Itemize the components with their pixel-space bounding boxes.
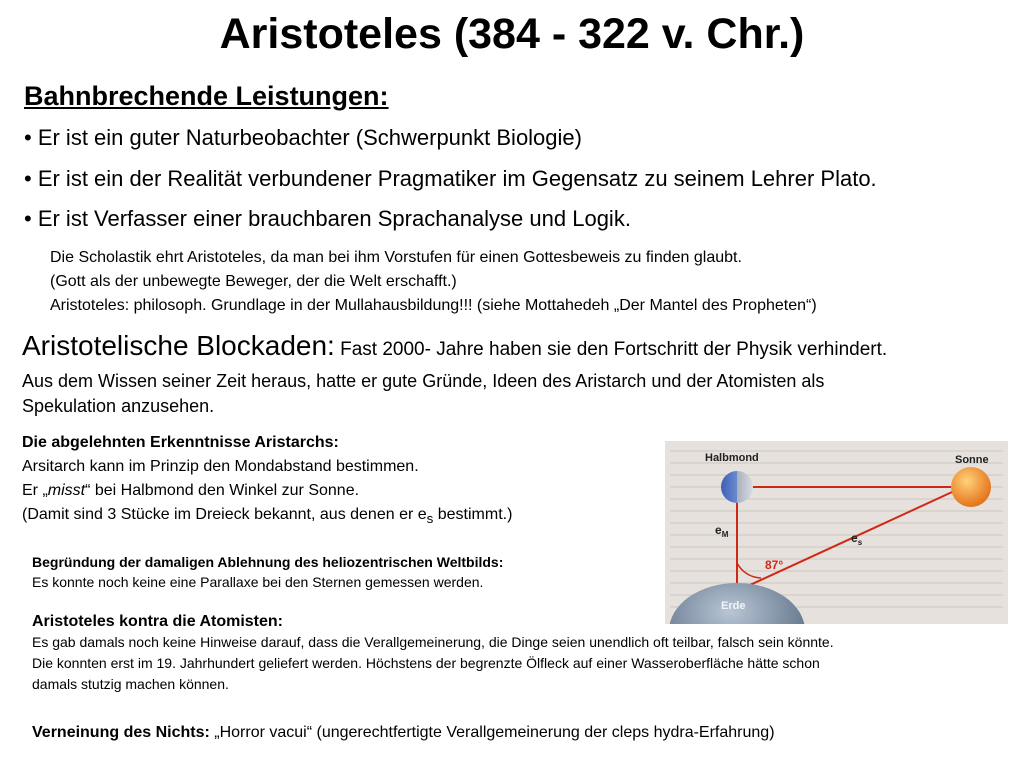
bullet-sprachanalyse: • Er ist Verfasser einer brauchbaren Sprachanalyse und Logik. bbox=[24, 206, 631, 231]
atomisten-line-3: damals stutzig machen können. bbox=[32, 676, 229, 692]
label-erde: Erde bbox=[721, 600, 746, 612]
sun-disc bbox=[951, 467, 991, 507]
aristarch-heading: Die abgelehnten Erkenntnisse Aristarchs: bbox=[22, 434, 339, 451]
atomisten-heading: Aristoteles kontra die Atomisten: bbox=[32, 613, 284, 630]
atomisten-line-1: Es gab damals noch keine Hinweise darauf, dass die Verallgemeinerung, die Dinge seien unendlich oft teilbar, falsch sein könnte. bbox=[32, 634, 834, 650]
page-title: Aristoteles (384 - 322 v. Chr.) bbox=[219, 10, 805, 58]
aristarch-triangle-svg bbox=[665, 441, 1008, 624]
label-angle: 87° bbox=[765, 558, 784, 572]
heliozentrisch-heading: Begründung der damaligen Ablehnung des heliozentrischen Weltbilds: bbox=[32, 554, 504, 570]
scholastik-line-2: (Gott als der unbewegte Beweger, der die Welt erschafft.) bbox=[50, 273, 457, 290]
earth-sun-line bbox=[737, 487, 963, 591]
blockaden-heading bbox=[22, 329, 887, 367]
blockaden-rest: Fast 2000- Jahre haben sie den Fortschritt der Physik verhindert. bbox=[334, 339, 888, 360]
label-es: $e_s$ bbox=[851, 531, 863, 547]
blockaden-title: Aristotelische Blockaden: bbox=[22, 330, 335, 361]
label-sonne: Sonne bbox=[955, 454, 989, 466]
aristarch-line-2: Er „misst“ bei Halbmond den Winkel zur Sonne. bbox=[22, 482, 360, 499]
moon-half bbox=[721, 471, 753, 503]
nichts-label: Verneinung des Nichts: bbox=[32, 724, 210, 741]
scholastik-line-1: Die Scholastik ehrt Aristoteles, da man bei ihm Vorstufen für einen Gottesbeweis zu finden glaubt. bbox=[50, 249, 742, 266]
bullet-pragmatiker: • Er ist ein der Realität verbundener Pragmatiker im Gegensatz zu seinem Lehrer Plato. bbox=[24, 166, 877, 191]
aristarch-line-3: (Damit sind 3 Stücke im Dreieck bekannt, aus denen er $e_s$ bestimmt.) bbox=[22, 506, 513, 527]
es-subscript: s bbox=[426, 511, 434, 527]
label-em: $e_M$ bbox=[715, 523, 729, 539]
aristarch-line-1: Arsitarch kann im Prinzip den Mondabstand bestimmen. bbox=[22, 458, 419, 475]
heliozentrisch-text: Es konnte noch keine eine Parallaxe bei den Sternen gemessen werden. bbox=[32, 574, 484, 590]
misst-italic: misst bbox=[47, 482, 86, 499]
label-halbmond: Halbmond bbox=[705, 452, 759, 464]
blockaden-line-3: Spekulation anzusehen. bbox=[22, 396, 215, 416]
nichts-line bbox=[32, 723, 775, 742]
blockaden-line-2: Aus dem Wissen seiner Zeit heraus, hatte er gute Gründe, Ideen des Aristarch und der Atomisten als bbox=[22, 371, 825, 391]
scholastik-line-3: Aristoteles: philosoph. Grundlage in der Mullahausbildung!!! (siehe Mottahedeh „Der Mantel des Propheten“) bbox=[50, 297, 817, 314]
nichts-text: „Horror vacui“ (ungerechtfertigte Verallgemeinerung der cleps hydra-Erfahrung) bbox=[209, 724, 775, 741]
bullet-naturbeobachter: • Er ist ein guter Naturbeobachter (Schwerpunkt Biologie) bbox=[24, 125, 582, 150]
aristarch-diagram bbox=[665, 441, 1008, 624]
section-heading-leistungen: Bahnbrechende Leistungen: bbox=[24, 81, 389, 111]
atomisten-line-2: Die konnten erst im 19. Jahrhundert geliefert werden. Höchstens der begrenzte Ölfleck auf einer Wasseroberfläche hätte schon bbox=[32, 655, 820, 671]
